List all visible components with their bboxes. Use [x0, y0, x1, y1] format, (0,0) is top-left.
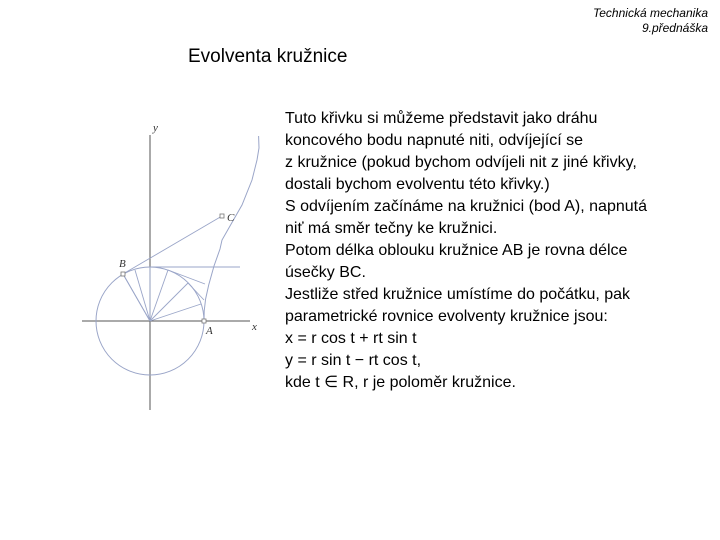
point-b-marker: [121, 272, 125, 276]
chord-ba: [123, 274, 150, 321]
involute-figure: [0, 0, 280, 420]
body-line: parametrické rovnice evolventy kružnice jsou:: [285, 308, 608, 325]
body-line: kde t ∈ R, r je poloměr kružnice.: [285, 374, 516, 391]
course-name: Technická mechanika: [593, 6, 708, 20]
body-line: Potom délka oblouku kružnice AB je rovna délce: [285, 242, 628, 259]
body-line: koncového bodu napnuté niti, odvíjející se: [285, 132, 583, 149]
x-axis-label: x: [252, 321, 257, 333]
y-axis-label: y: [153, 122, 158, 134]
body-line: úsečky BC.: [285, 264, 366, 281]
point-a-marker: [202, 319, 206, 323]
body-line: dostali bychom evolventu této křivky.): [285, 176, 550, 193]
point-a-label: A: [206, 325, 213, 337]
body-line: z kružnice (pokud bychom odvíjeli nit z jiné křivky,: [285, 154, 637, 171]
involute-curve: [204, 136, 259, 321]
point-b-label: B: [119, 258, 126, 270]
slide-header: [593, 6, 708, 36]
body-line: Tuto křivku si můžeme představit jako dráhu: [285, 110, 598, 127]
body-text: [285, 108, 705, 394]
equation-x: x = r cos t + rt sin t: [285, 330, 417, 347]
body-line: S odvíjením začínáme na kružnici (bod A), napnutá: [285, 198, 647, 215]
slide-title: Evolventa kružnice: [188, 46, 348, 67]
point-c-label: C: [227, 212, 235, 224]
body-line: Jestliže střed kružnice umístíme do počátku, pak: [285, 286, 631, 303]
body-line: niť má směr tečny ke kružnici.: [285, 220, 498, 237]
lecture-number: 9.přednáška: [641, 21, 708, 35]
equation-y: y = r sin t − rt cos t,: [285, 352, 422, 369]
point-c-marker: [220, 214, 224, 218]
